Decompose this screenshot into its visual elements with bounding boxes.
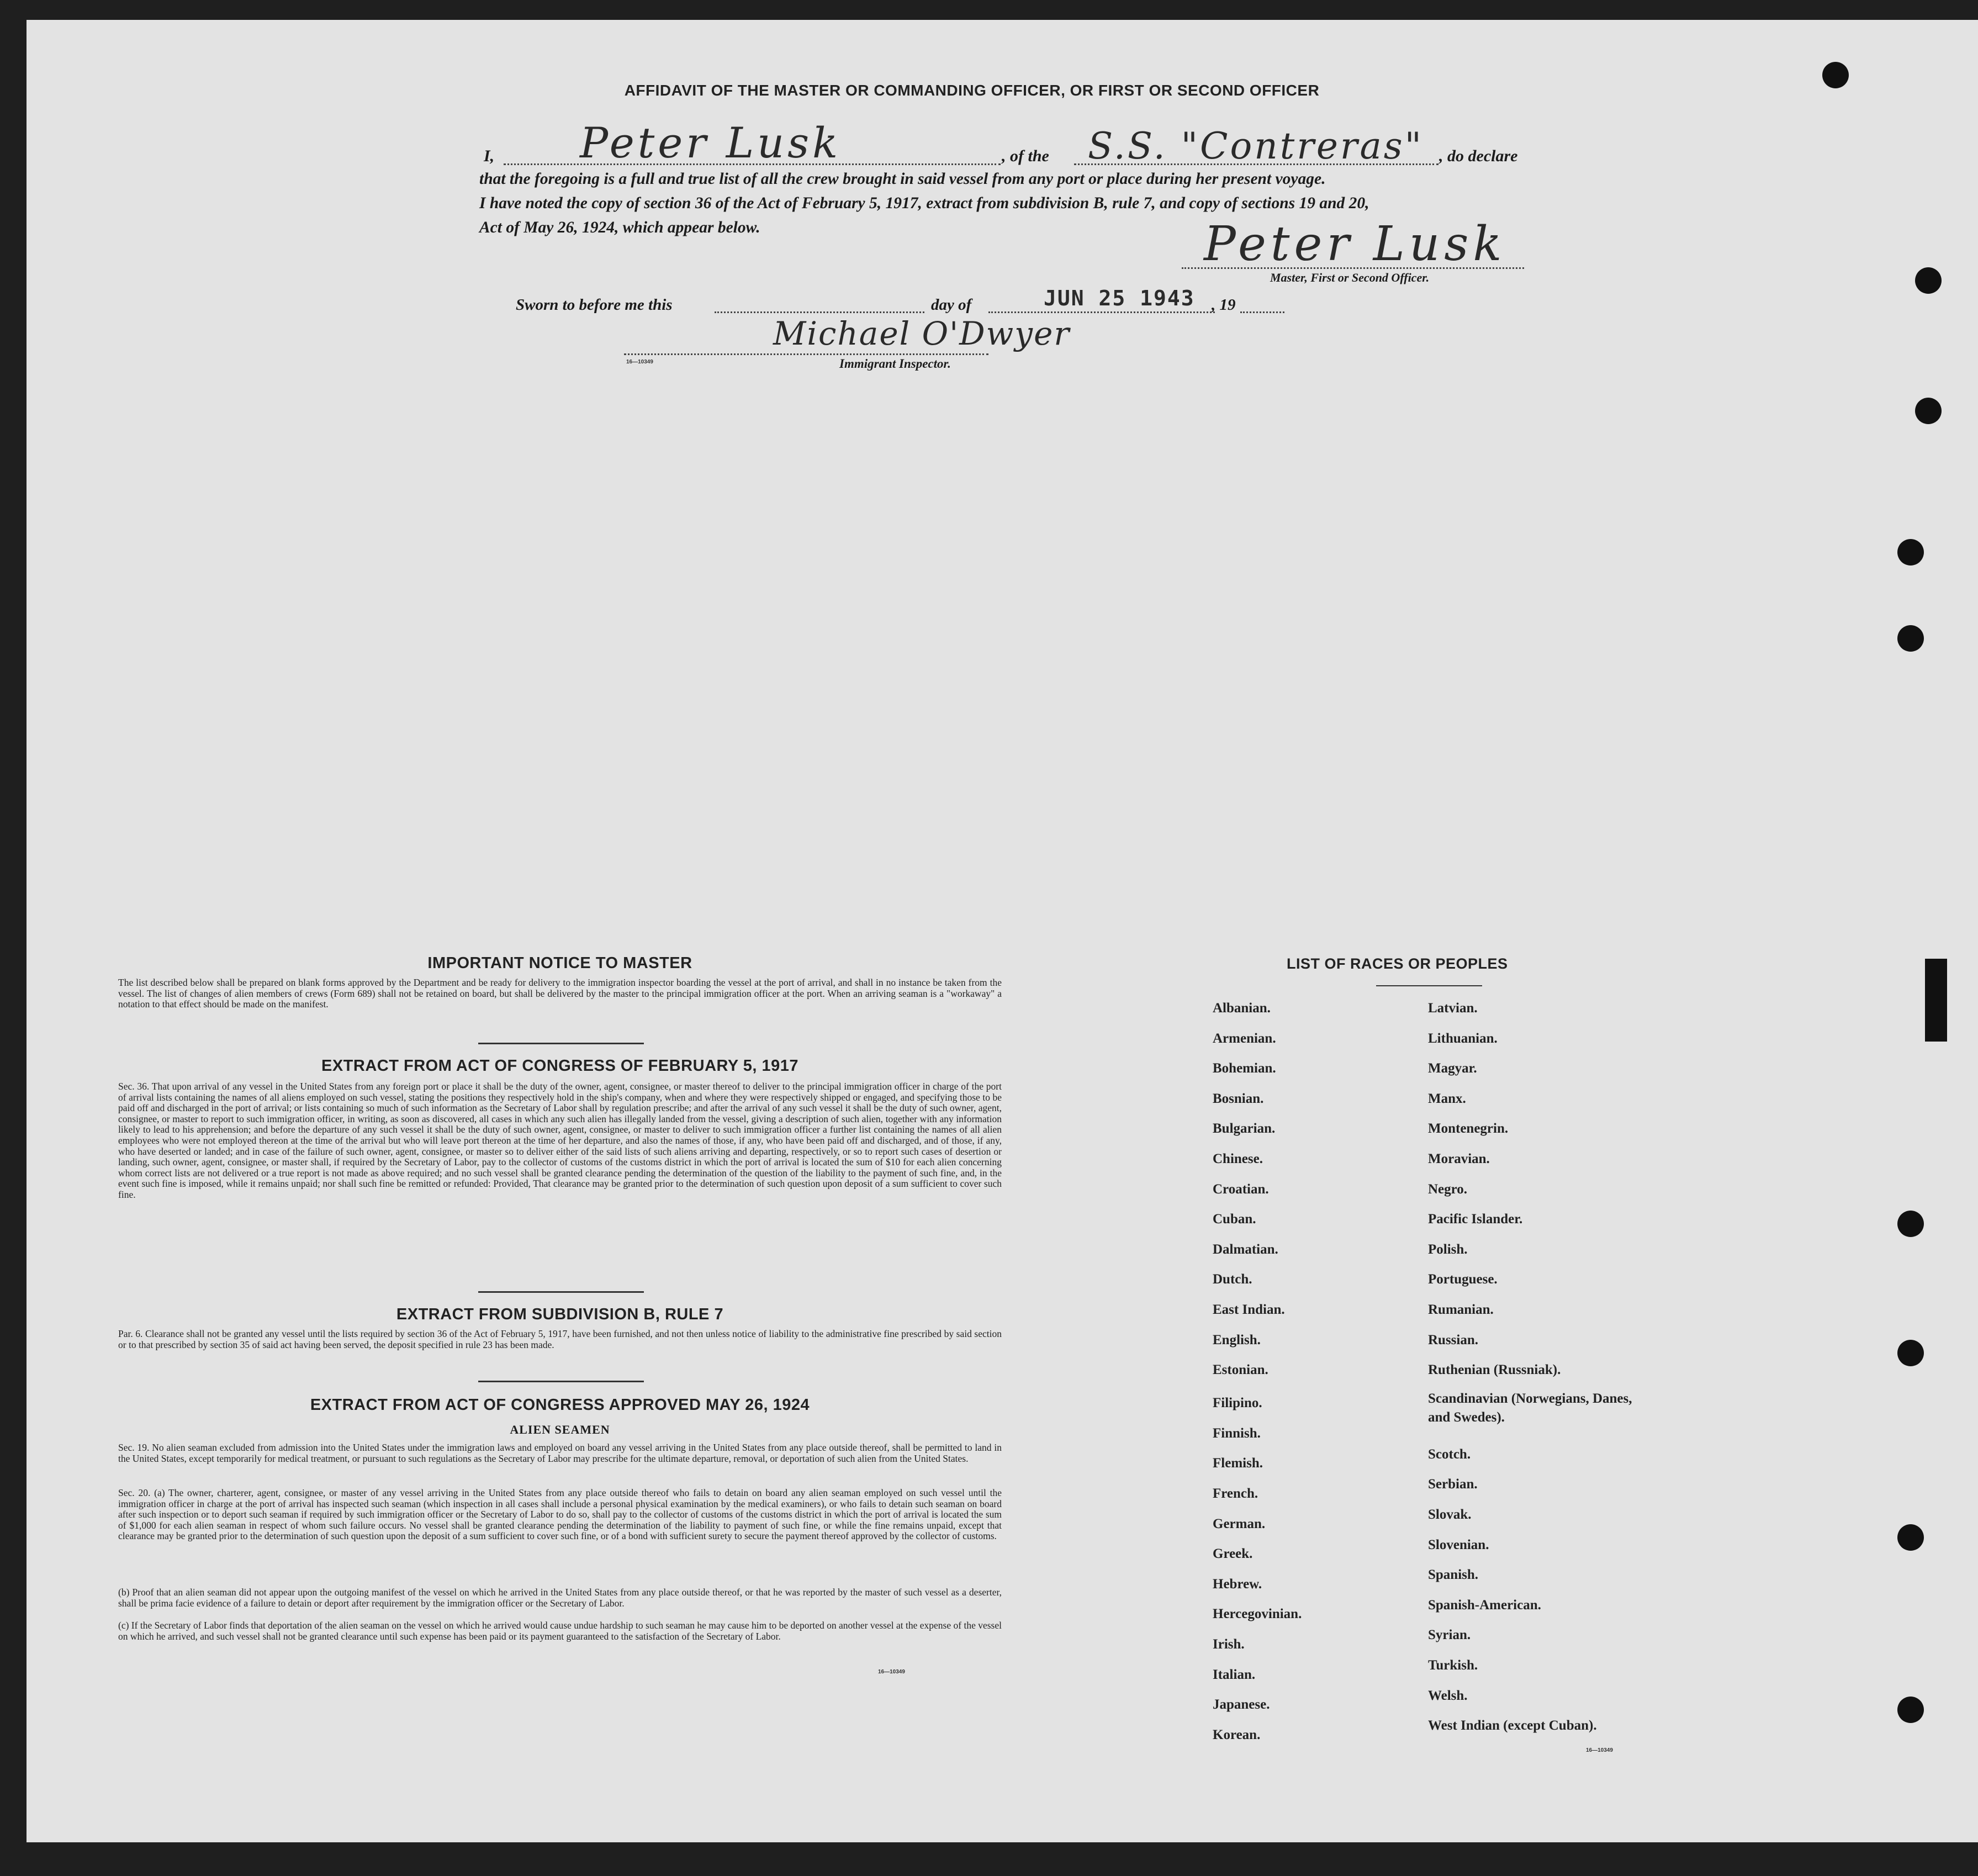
divider	[1376, 985, 1482, 986]
inspector-signature: Michael O'Dwyer	[773, 315, 1071, 352]
affidavit-line-3: I have noted the copy of section 36 of the Act of February 5, 1917, extract from subdivision B, rule 7, and copy of sections 19 and 20,	[479, 194, 1369, 212]
races-title: LIST OF RACES OR PEOPLES	[1287, 955, 1508, 972]
race-item: Slovak.	[1428, 1507, 1472, 1522]
race-item: Slovenian.	[1428, 1537, 1489, 1552]
race-item: Turkish.	[1428, 1658, 1478, 1673]
race-item: Portuguese.	[1428, 1272, 1498, 1287]
race-item: Montenegrin.	[1428, 1121, 1509, 1137]
race-item: Scandinavian (Norwegians, Danes, and Swedes).	[1428, 1391, 1632, 1425]
race-item: Scotch.	[1428, 1446, 1471, 1462]
race-item: West Indian (except Cuban).	[1428, 1718, 1597, 1734]
extract-1924-subtitle: ALIEN SEAMEN	[510, 1423, 610, 1436]
margin-tab	[1925, 959, 1947, 1042]
punch-hole	[1915, 398, 1942, 424]
punch-hole	[1897, 539, 1924, 566]
race-item: Pacific Islander.	[1428, 1212, 1523, 1227]
race-item: Magyar.	[1428, 1061, 1477, 1076]
race-item: Filipino.	[1213, 1396, 1262, 1411]
sworn-year-line	[1240, 309, 1284, 313]
race-item: Irish.	[1213, 1637, 1245, 1652]
day-of-label: day of	[931, 296, 972, 314]
extract-1924-sec20b: (b) Proof that an alien seaman did not appear upon the outgoing manifest of the vessel on which he arrived in the United States from any place outside thereof, or that he was reported by the master of such vessel as a deserter, shall be prima facie evidence of a failure to detain or deport after requirement by the immigration officer or the Secretary of Labor.	[118, 1587, 1002, 1609]
race-item: Korean.	[1213, 1727, 1261, 1742]
race-item: Ruthenian (Russniak).	[1428, 1362, 1561, 1378]
extract-rule7-title: EXTRACT FROM SUBDIVISION B, RULE 7	[396, 1306, 724, 1323]
master-signature-caption: Master, First or Second Officer.	[1270, 271, 1430, 284]
sworn-day-line	[715, 309, 924, 313]
race-item: Croatian.	[1213, 1181, 1269, 1197]
race-item: Polish.	[1428, 1241, 1468, 1257]
manifest-page	[27, 20, 1910, 1842]
do-declare-label: , do declare	[1439, 147, 1518, 165]
race-item: Welsh.	[1428, 1688, 1468, 1703]
race-item: Spanish-American.	[1428, 1597, 1541, 1613]
race-item: Chinese.	[1213, 1151, 1263, 1166]
race-item: Armenian.	[1213, 1031, 1276, 1046]
extract-1917-text: Sec. 36. That upon arrival of any vessel in the United States from any foreign port or place it shall be the duty of the owner, agent, consignee, or master thereof to deliver to the principal immigration officer in charge of the port of arrival lists containing the names of all aliens employed on such vessel, stating the positions they respectively hold in the ship's company, when and where they were respectively shipped or engaged, and specifying those to be paid off and discharged in the port of arrival; or lists containing so much of such information as the Secretary of Labor shall by regulation prescribe; and after the arrival of any such vessel it shall be the duty of such owner, agent, consignee, or master to report to such immigration officer, in writing, as soon as discovered, all cases in which any such alien has illegally landed from the vessel, giving a description of such alien, together with any information likely to lead to his apprehension; and before the departure of any such vessel it shall be the duty of such owner, agent, consignee, or master to deliver to such immigration officer a further list containing the names of all alien employees who were not employed thereon at the time of the arrival but who will leave port thereon at the time of her departure, and also the names of those, if any, who have been paid off and discharged, and of those, if any, who have deserted or landed; and in case of the failure of such owner, agent, consignee, or master so to deliver either of the said lists of such aliens arriving and departing, respectively, or so to report such cases of desertion or landing, such owner, agent, consignee, or master shall, if required by the Secretary of Labor, pay to the collector of customs of the customs district in which the port of arrival is located the sum of $10 for each alien concerning whom correct lists are not delivered or a true report is not made as above required; and no such vessel shall be granted clearance pending the determination of the question of the liability to the payment of such fine, and, in the event such fine is imposed, while it remains unpaid; nor shall such fine be remitted or refunded: Provided, That clearance may be granted prior to the determination of such question upon deposit of a sum sufficient to cover such fine.	[118, 1081, 1002, 1200]
extract-1924-title: EXTRACT FROM ACT OF CONGRESS APPROVED MAY 26, 1924	[310, 1396, 810, 1414]
divider	[478, 1291, 644, 1293]
race-item: Bohemian.	[1213, 1061, 1276, 1076]
race-item: Albanian.	[1213, 1001, 1271, 1016]
divider	[478, 1381, 644, 1382]
race-item: Syrian.	[1428, 1627, 1471, 1643]
race-item: Estonian.	[1213, 1362, 1268, 1378]
master-signature: Peter Lusk	[1204, 216, 1506, 272]
extract-form-number: 16—10349	[878, 1669, 905, 1675]
race-item: Latvian.	[1428, 1001, 1478, 1016]
signer-name: Peter Lusk	[580, 118, 842, 167]
race-item: Dutch.	[1213, 1272, 1252, 1287]
race-item: Manx.	[1428, 1091, 1466, 1106]
notice-text: The list described below shall be prepared on blank forms approved by the Department and be ready for delivery to the immigration inspector boarding the vessel at the port of arrival, and shall in no instance be taken from the vessel. The list of changes of alien members of crews (Form 689) shall not be retained on board, but shall be delivered by the master to the principal immigration officer at the port. When an arriving seaman is a "workaway" a notation to that effect should be made on the manifest.	[118, 977, 1002, 1010]
punch-hole	[1822, 62, 1849, 88]
punch-hole	[1915, 267, 1942, 294]
of-the-label: , of the	[1002, 147, 1049, 165]
race-item: Finnish.	[1213, 1425, 1261, 1441]
extract-1924-sec20c: (c) If the Secretary of Labor finds that deportation of the alien seaman on the vessel on which he arrived would cause undue hardship to such seaman he may cause him to be deported on another vessel at the expense of the vessel on which he arrived, and such vessel shall not be granted clearance until such expense has been paid or its payment guaranteed to the satisfaction of the Secretary of Labor.	[118, 1620, 1002, 1642]
punch-hole	[1897, 625, 1924, 652]
punch-hole	[1897, 1524, 1924, 1551]
race-item: French.	[1213, 1486, 1258, 1501]
race-item: Italian.	[1213, 1667, 1256, 1682]
race-item: Lithuanian.	[1428, 1031, 1498, 1046]
race-item: Bulgarian.	[1213, 1121, 1276, 1137]
race-item: Dalmatian.	[1213, 1241, 1278, 1257]
extract-1917-title: EXTRACT FROM ACT OF CONGRESS OF FEBRUARY 5, 1917	[321, 1057, 799, 1075]
race-item: Japanese.	[1213, 1697, 1270, 1713]
divider	[478, 1043, 644, 1044]
race-item: Moravian.	[1428, 1151, 1490, 1166]
punch-hole	[1897, 1211, 1924, 1237]
race-item: Greek.	[1213, 1546, 1253, 1562]
race-item: Negro.	[1428, 1181, 1468, 1197]
extract-1924-sec20a: Sec. 20. (a) The owner, charterer, agent, consignee, or master of any vessel arriving in the United States from any place outside thereof who fails to detain on board any alien seaman employed on such vessel until the immigration officer in charge at the port of arrival has inspected such seaman (which inspection in all cases shall include a personal physical examination by the medical examiners), or who fails to detain such seaman on board after such inspection or to deport such seaman if required by such immigration officer or the Secretary of Labor to do so, shall pay to the collector of customs of the customs district in which the port of arrival is located the sum of $1,000 for each alien seaman in respect of whom such failure occurs. No vessel shall be granted clearance pending the determination of the liability to payment of such fine, or while the fine remains unpaid, except that clearance may be granted prior to the determination of such question upon the deposit of a sum sufficient to cover such fine, or of a bond with sufficient surety to secure the payment thereof approved by the collector of customs.	[118, 1487, 1002, 1542]
race-item: Flemish.	[1213, 1456, 1263, 1471]
date-stamp: JUN 25 1943	[1044, 286, 1195, 310]
race-item: Bosnian.	[1213, 1091, 1264, 1106]
affidavit-title: AFFIDAVIT OF THE MASTER OR COMMANDING OFFICER, OR FIRST OR SECOND OFFICER	[624, 82, 1320, 99]
race-item: English.	[1213, 1332, 1261, 1347]
affidavit-line-2: that the foregoing is a full and true list of all the crew brought in said vessel from any port or place during her present voyage.	[479, 170, 1326, 188]
inspector-caption: Immigrant Inspector.	[839, 357, 951, 371]
affidavit-form-number: 16—10349	[626, 359, 653, 365]
year-prefix: , 19	[1212, 296, 1236, 314]
affidavit-i-label: I,	[484, 147, 495, 165]
race-item: East Indian.	[1213, 1302, 1285, 1317]
sworn-label: Sworn to before me this	[516, 296, 673, 314]
race-item: Cuban.	[1213, 1212, 1256, 1227]
race-item: Russian.	[1428, 1332, 1479, 1347]
extract-rule7-text: Par. 6. Clearance shall not be granted any vessel until the lists required by section 36 of the Act of February 5, 1917, have been furnished, and not then unless notice of liability to the administrative fine prescribed by said section or to that prescribed by section 35 of said act having been served, the deposit specified in rule 23 has been made.	[118, 1328, 1002, 1350]
race-item: German.	[1213, 1516, 1266, 1531]
race-item: Rumanian.	[1428, 1302, 1494, 1317]
page-edge	[1910, 20, 1978, 1842]
races-form-number: 16—10349	[1586, 1747, 1613, 1753]
punch-hole	[1897, 1340, 1924, 1366]
race-item: Serbian.	[1428, 1477, 1478, 1492]
notice-title: IMPORTANT NOTICE TO MASTER	[427, 954, 692, 972]
vessel-name: S.S. "Contreras"	[1088, 125, 1424, 167]
punch-hole	[1897, 1697, 1924, 1723]
race-item: Hercegovinian.	[1213, 1607, 1302, 1622]
race-item: Spanish.	[1428, 1567, 1479, 1583]
race-item: Hebrew.	[1213, 1576, 1262, 1592]
affidavit-line-4: Act of May 26, 1924, which appear below.	[479, 219, 760, 236]
extract-1924-sec19: Sec. 19. No alien seaman excluded from admission into the United States under the immigration laws and employed on board any vessel arriving in the United States from any place outside thereof, shall be permitted to land in the United States, except temporarily for medical treatment, or pursuant to such regulations as the Secretary of Labor may prescribe for the ultimate departure, removal, or deportation of such alien from the United States.	[118, 1442, 1002, 1464]
